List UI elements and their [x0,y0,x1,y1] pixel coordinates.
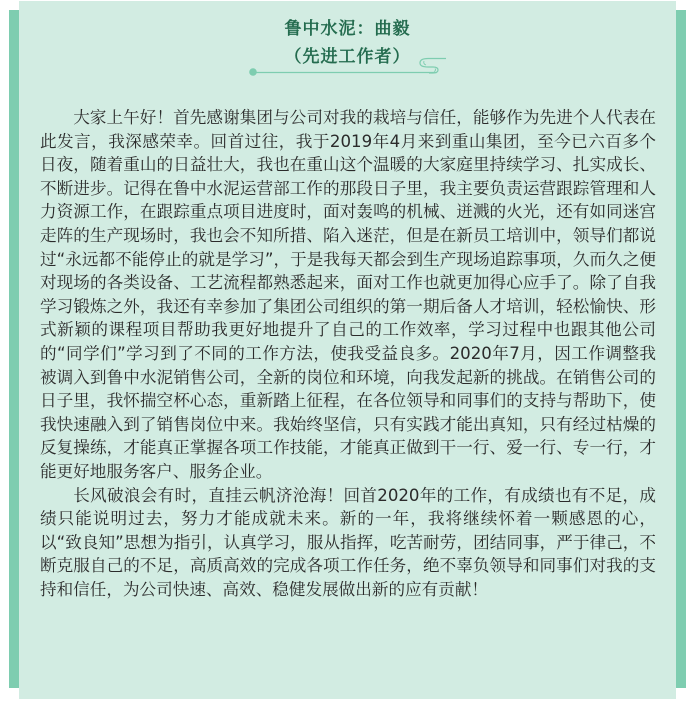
left-accent-bar [9,10,19,688]
paragraph-2: 长风破浪会有时，直挂云帆济沧海！回首2020年的工作，有成绩也有不足，成绩只能说明过去，努力才能成就未来。新的一年，我将继续怀着一颗感恩的心，以“致良知”思想为指引，认真学习，服从指挥，吃苦耐劳，团结同事，严于律己，不断克服自己的不足，高质高效的完成各项工作任务，绝不辜负领导和同事们对我的支持和信任，为公司快速、高效、稳健发展做出新的应有贡献！ [40,485,656,599]
paragraph-1: 大家上午好！首先感谢集团与公司对我的栽培与信任，能够作为先进个人代表在此发言，我深感荣幸。回首过往，我于2019年4月来到重山集团，至今已六百多个日夜，随着重山的日益壮大，我也在重山这个温暖的大家庭里持续学习、扎实成长、不断进步。记得在鲁中水泥运营部工作的那段日子里，我主要负责运营跟踪管理和人力资源工作，在跟踪重点项目进度时，面对轰鸣的机械、迸溅的火光，还有如同迷宫走阵的生产现场时，我也会不知所措、陷入迷茫，但是在新员工培训中，领导们都说过“永远都不能停止的就是学习”，于是我每天都会到生产现场追踪事项，久而久之便对现场的各类设备、工艺流程都熟悉起来，面对工作也就更加得心应手了。除了自我学习锻炼之外，我还有幸参加了集团公司组织的第一期后备人才培训，轻松愉快、形式新颖的课程项目帮助我更好地提升了自己的工作效率，学习过程中也跟其他公司的“同学们”学习到了不同的工作方法，使我受益良多。2020年7月，因工作调整我被调入到鲁中水泥销售公司，全新的岗位和环境，向我发起新的挑战。在销售公司的日子里，我怀揣空杯心态，重新踏上征程，在各位领导和同事们的支持与帮助下，使我快速融入到了销售岗位中来。我始终坚信，只有实践才能出真知，只有经过枯燥的反复操练，才能真正掌握各项工作技能，才能真正做到干一行、爱一行、专一行，才能更好地服务客户、服务企业。 [40,108,656,481]
page-subtitle: （先进工作者） [284,47,411,67]
scroll-underline-icon [19,1,676,101]
article-panel [19,1,676,699]
article-body [40,106,656,601]
right-accent-bar [676,10,686,688]
page-title: 鲁中水泥：曲毅 [284,19,411,39]
